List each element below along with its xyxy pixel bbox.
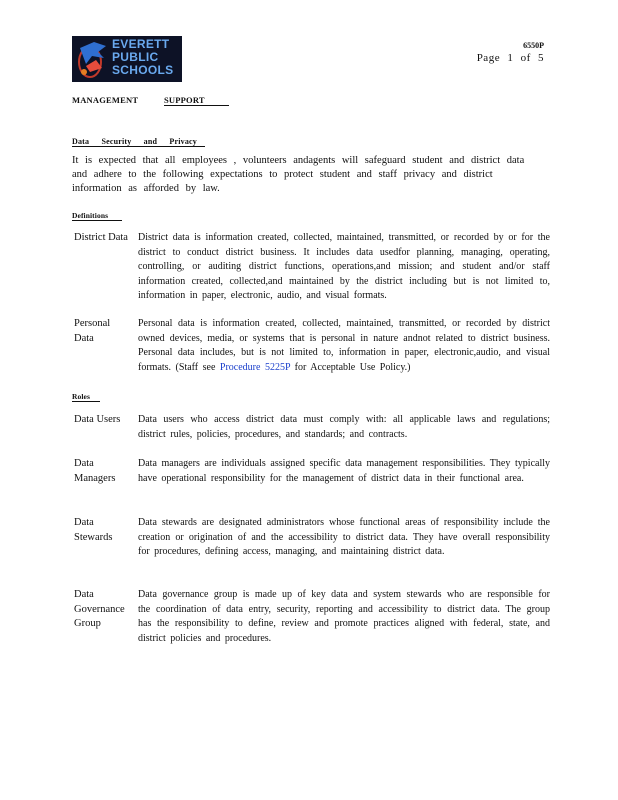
logo-line-3: SCHOOLS [112, 63, 174, 77]
eagle-icon [76, 38, 112, 80]
intro-paragraph: It is expected that all employees , volunteers andagents will safeguard student and district data and adhere to the following expectations to protect student and staff privacy and district information as afforded by law. [72, 155, 525, 194]
description-text-after: for Acceptable Use Policy.) [290, 361, 411, 373]
definition-term: District Data [74, 232, 128, 243]
page-total: 5 [538, 52, 544, 64]
roles-heading: Roles [72, 392, 100, 402]
policy-number: 6550P [523, 41, 544, 50]
description-text-before: Personal data is information created, collected, maintained, transmitted, or recorded by district owned devices, media, or systems that is personal in nature andnot related to district business. Personal data includes, but is not limited to, information in paper, electronic,audio, and visual formats. (Staff see [138, 318, 550, 373]
role-description: Data users who access district data must comply with: all applicable laws and regulations; district rules, policies, procedures, and standards; and contracts. [138, 414, 550, 440]
definition-term: Personal Data [74, 318, 111, 344]
definition-description: District data is information created, collected, maintained, transmitted, or recorded by or for the district to conduct district business. It includes data usedfor planning, managing, operating, controlling, or auditing district functions, operations,and mission; and student and/or staff information created, collected,and maintained by the district including but is not limited to, information in paper, electronic, audio, and visual formats. [138, 232, 550, 301]
role-term: Data Users [74, 414, 121, 425]
role-description: Data stewards are designated administrators whose functional areas of responsibility include the creation or origination of and the accessibility to district data. They have overall responsibility for procedures, defining access, managing, and maintaining district data. [138, 517, 550, 557]
district-logo [72, 36, 182, 82]
definition-description [138, 317, 550, 375]
procedure-link[interactable]: Procedure 5225P [219, 361, 291, 373]
logo-line-2: PUBLIC [112, 50, 159, 64]
role-term: Data Governance Group [74, 589, 125, 629]
section-part-2: SUPPORT [164, 95, 229, 106]
page-label: Page [476, 52, 501, 64]
definitions-heading: Definitions [72, 211, 122, 221]
page-indicator [477, 52, 544, 64]
role-description: Data governance group is made up of key data and system stewards who are responsible for the coordination of data entry, security, reporting and accessibility to district data. The group has the responsibility to define, review and promote practices aligned with federal, state, and district policies and procedures. [138, 589, 550, 644]
policy-title: Data Security and Privacy [72, 137, 205, 147]
logo-wordmark [112, 38, 173, 77]
page-of: of [520, 52, 531, 64]
section-part-1: MANAGEMENT [72, 95, 139, 105]
page-current: 1 [507, 52, 514, 64]
logo-line-1: EVERETT [112, 37, 170, 51]
role-term: Data Managers [74, 458, 116, 484]
section-header [72, 95, 229, 106]
role-term: Data Stewards [74, 517, 113, 543]
role-description: Data managers are individuals assigned specific data management responsibilities. They typically have operational responsibility for the management of district data in their functional area. [138, 458, 550, 484]
